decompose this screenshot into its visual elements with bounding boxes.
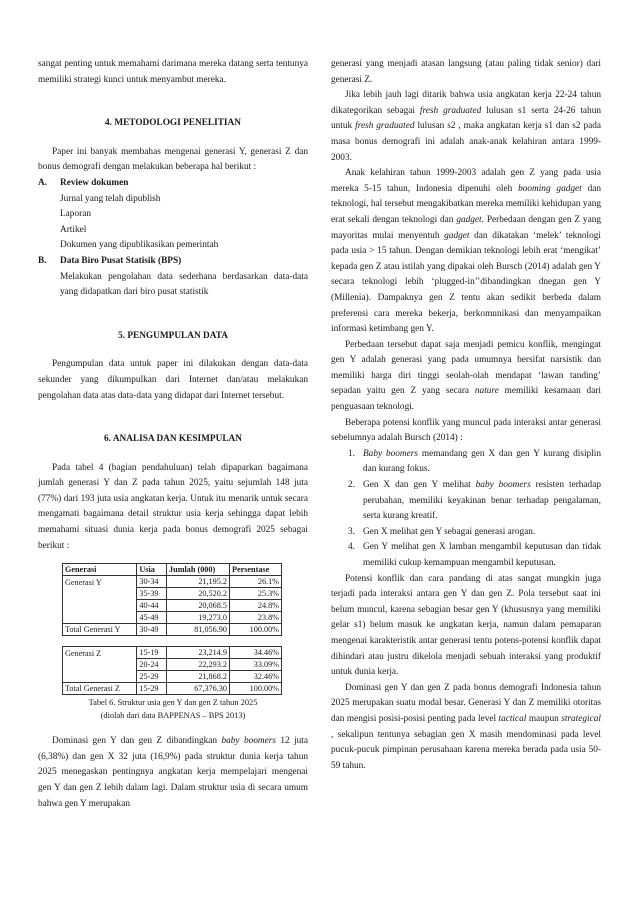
table-cell: 20-24 xyxy=(137,659,167,671)
table-cell: 67,376.30 xyxy=(167,683,230,695)
sub-item: Melakukan pengolahan data sederhana berdasarkan data-data yang didapatkan dari biro pusat statistik xyxy=(60,271,308,298)
table-cell xyxy=(63,612,137,624)
table-header: Persentase xyxy=(229,564,281,576)
table-cell: 30-34 xyxy=(137,576,167,588)
list-item: 1. Baby boomers memandang gen X dan gen Y kurang disiplin dan kurang fokus. xyxy=(331,447,601,478)
table-cell: Total Generasi Z xyxy=(63,683,137,695)
table-row xyxy=(63,647,282,659)
age-structure-table xyxy=(62,563,282,695)
list-title: Review dokumen xyxy=(60,177,129,188)
table-row xyxy=(63,600,282,612)
table-cell xyxy=(63,659,137,671)
table-cell: 23,214.9 xyxy=(167,647,230,659)
list-number: 1. xyxy=(348,448,355,459)
list-letter: B. xyxy=(38,255,47,266)
table-header: Usia xyxy=(137,564,167,576)
paragraph: Perbedaan tersebut dapat saja menjadi pemicu konflik, mengingat gen Y adalah generasi yang pada umumnya bersifat narsistik dan memiliki harga diri tinggi seolah-olah mendapat ‘lawan tanding’ sepadan yaitu gen Z yang secara nature memiliki kesamaan dari penguasaan teknologi. xyxy=(331,339,602,413)
table-cell: 23.8% xyxy=(229,612,281,624)
list-item: 4. Gen Y melihat gen X lamban mengambil keputusan dan tidak memiliki cukup kemampuan mengambil keputusan. xyxy=(331,540,601,571)
intro-paragraph: sangat penting untuk memahami darimana mereka datang serta tentunya memiliki strategi kunci untuk menyambut mereka. xyxy=(38,59,308,85)
paragraph: Anak kelahiran tahun 1999-2003 adalah gen Z yang pada usia mereka 5-15 tahun, Indonesia dipenuhi oleh booming gadget dan teknologi, hal tersebut mengakibatkan mereka memiliki kehidupan yang erat sekali dengan teknologi dan gadget. Perbedaan dengan gen Z yang mayoritas mulai menyentuh gadget dan dikatakan ‘melek’ teknologi pada usia > 15 tahun. Dengan demikian teknologi lebih erat ‘mengikat’ kepada gen Z atau istilah yang dipakai oleh Bursch (2014) adalah gen Y secara teknologi lebih ‘plugged-in’’dibandingkan dnegan gen Y (Millenia). Dampaknya gen Z tentu akan sedikit berbeda dalam preferensi cara mereka bekerja, berkomunikasi dan menyampaikan informasi ketimbang gen Y. xyxy=(331,168,602,335)
paragraph: Potensi konflik dan cara pandang di atas sangat mungkin juga terjadi pada interaksi antara gen Y dan gen Z. Pola tersebut saat ini belum muncul, karena sebagian besar gen Y (khususnya yang memiliki gelar s1) belum masuk ke angkatan kerja, namun dalam pemaparan mengenai karakteristik antar generasi tentu potens-potensi konflik dapat dihindari atau justru dikelola menjadi sebuah interaksi yang produktif untuk dunia kerja. xyxy=(331,573,601,678)
list-item: 2. Gen X dan gen Y melihat baby boomers resisten terhadap perubahan, memiliki keyakinan benar terhadap pengalaman, serta kurang kreatif. xyxy=(331,478,601,525)
list-number: 3. xyxy=(348,526,355,537)
table-cell: 19,273.0 xyxy=(167,612,230,624)
table-row xyxy=(63,588,282,600)
bps-sublist xyxy=(60,270,308,301)
sub-item: Laporan xyxy=(60,209,91,220)
list-letter: A. xyxy=(38,177,48,188)
list-number: 4. xyxy=(348,542,355,553)
table-row xyxy=(63,659,282,671)
table-cell: 15-19 xyxy=(137,647,167,659)
list-title: Data Biro Pusat Statisik (BPS) xyxy=(60,255,182,266)
table-cell: 81,056.90 xyxy=(167,624,230,636)
table-cell xyxy=(63,588,137,600)
group-label: Generasi Z xyxy=(63,647,137,659)
table-cell: Total Generasi Y xyxy=(63,624,137,636)
table-header: Jumlah (000) xyxy=(167,564,230,576)
table-cell xyxy=(63,671,137,683)
paragraph: generasi yang menjadi atasan langsung (atau paling tidak senior) dari generasi Z. xyxy=(331,59,601,85)
table-cell xyxy=(63,600,137,612)
table-cell: 20,520.2 xyxy=(167,588,230,600)
list-number: 2. xyxy=(348,480,355,491)
table-cell: 100.00% xyxy=(229,624,281,636)
right-column xyxy=(331,57,601,774)
table-source: (diolah dari data BAPPENAS – BPS 2013) xyxy=(100,711,246,721)
section-4-heading: 4. METODOLOGI PENELITIAN xyxy=(105,118,241,129)
table-cell: 20,068.5 xyxy=(167,600,230,612)
section-4-paragraph: Paper ini banyak membahas mengenai generasi Y, generasi Z dan bonus demografi dengan melakukan beberapa hal berikut : xyxy=(38,146,308,173)
table-cell: 21,195.2 xyxy=(167,576,230,588)
table-cell: 35-39 xyxy=(137,588,167,600)
table-cell: 100.00% xyxy=(229,683,281,695)
table-cell: 32.46% xyxy=(229,671,281,683)
table-cell: 21,868.2 xyxy=(167,671,230,683)
table-row xyxy=(63,671,282,683)
table-cell: 40-44 xyxy=(137,600,167,612)
table-cell: 25.3% xyxy=(229,588,281,600)
table-cell: 25-29 xyxy=(137,671,167,683)
paragraph: Beberapa potensi konflik yang muncul pada interaksi antar generasi sebelumnya adalah Bursch (2014) : xyxy=(331,417,601,444)
list-item: 3. Gen X melihat gen Y sebagai generasi arogan. xyxy=(331,525,601,541)
table-total-row xyxy=(63,683,282,695)
paragraph: Jika lebih jauh lagi ditarik bahwa usia angkatan kerja 22-24 tahun dikategorikan sebagai fresh graduated lulusan s1 serta 24-26 tahun untuk fresh graduated lulusan s2 , maka angkatan kerja s1 dan s2 pada masa bonus demografi ini adalah anak-anak kelahiran antara 1999-2003. xyxy=(331,90,601,163)
table-header: Generasi xyxy=(63,564,137,576)
section-6-heading: 6. ANALISA DAN KESIMPULAN xyxy=(104,434,242,445)
closing-paragraph: Dominasi gen Y dan gen Z dibandingkan baby boomers 12 juta (6,38%) dan gen X 32 juta (16,9%) pada struktur dunia kerja tahun 2025 menegaskan pentingnya angkatan kerja mempelajari mengenai gen Y dan gen Z lebih dalam lagi. Dalam struktur usia di secara umum bahwa gen Y merupakan xyxy=(38,736,309,809)
table-cell: 34.46% xyxy=(229,647,281,659)
table-cell: 33.09% xyxy=(229,659,281,671)
section-6-paragraph: Pada tabel 4 (bagian pendahuluan) telah dipaparkan bagaimana jumlah generasi Y dan Z pada tahun 2025, yaitu sejumlah 148 juta (77%) dari 193 juta usia angkatan kerja. Untuk itu menarik untuk secara mengamati bagaimana detail struktur usia kerja sehingga dapat lebih memahami situasi dunia kerja pada bonus demografi 2025 sebagai berikut : xyxy=(38,462,308,551)
group-label: Generasi Y xyxy=(63,576,137,588)
conflict-list xyxy=(331,447,601,572)
section-5-paragraph: Pengumpulan data untuk paper ini dilakukan dengan data-data sekunder yang dikumpulkan dari Internet dan/atau melakukan pengolahan data atas data-data yang didapat dari Internet tersebut. xyxy=(38,359,308,401)
paragraph: Dominasi gen Y dan gen Z pada bonus demografi Indonesia tahun 2025 merupakan suatu modal besar. Generasi Y dan Z memiliki otoritas dan mengisi posisi-posisi penting pada level tactical maupun strategical , sekalipun tentunya sebagian gen X masih mendominasi pada level pucuk-pucuk pimpinan perusahaan karena mereka berada pada usia 50-59 tahun. xyxy=(331,682,601,771)
section-5-heading: 5. PENGUMPULAN DATA xyxy=(118,330,228,341)
table-cell: 30-49 xyxy=(137,624,167,636)
table-cell: 24.8% xyxy=(229,600,281,612)
left-column xyxy=(38,57,308,812)
list-item-b xyxy=(38,254,308,270)
table-cell: 22,293.2 xyxy=(167,659,230,671)
table-row xyxy=(63,576,282,588)
sub-item: Jurnal yang telah dipublish xyxy=(60,193,161,204)
table-cell: 15-29 xyxy=(137,683,167,695)
sub-item: Artikel xyxy=(60,224,87,235)
table-spacer xyxy=(63,636,282,647)
list-item-a xyxy=(38,176,308,192)
table-row xyxy=(63,612,282,624)
table-total-row xyxy=(63,624,282,636)
sub-item: Dokumen yang dipublikasikan pemerintah xyxy=(60,240,219,251)
table-cell: 45-49 xyxy=(137,612,167,624)
table-cell: 26.1% xyxy=(229,576,281,588)
table-caption: Tabel 6. Struktur usia gen Y dan gen Z tahun 2025 xyxy=(88,698,258,708)
review-sublist xyxy=(60,192,308,254)
table-header-row xyxy=(63,564,282,576)
